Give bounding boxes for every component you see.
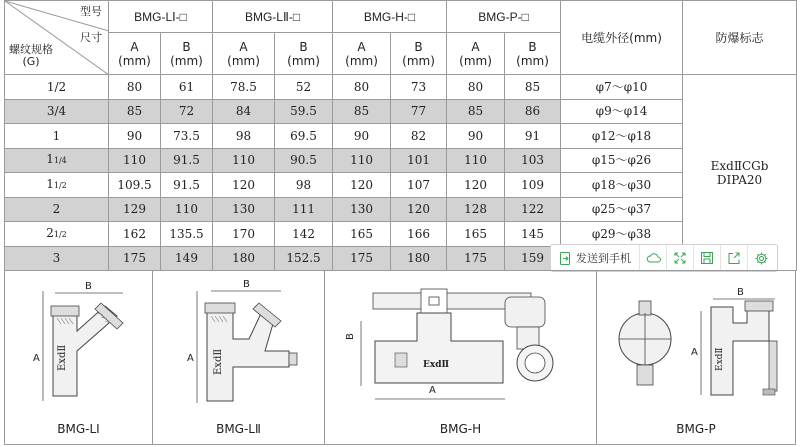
table-row: [5, 222, 797, 247]
dimension-cell: 85: [109, 99, 161, 124]
table-row: [5, 99, 797, 124]
dimension-cell: 180: [213, 246, 275, 271]
settings-button[interactable]: [748, 245, 775, 271]
cloud-button[interactable]: [640, 245, 667, 271]
dim-a-header: [213, 33, 275, 75]
thread-size-fraction: 1/2: [53, 180, 67, 190]
dimension-cell: 142: [275, 222, 333, 247]
dimension-cell: 73.5: [161, 124, 213, 149]
dim-b-header: [161, 33, 213, 75]
dimension-cell: 90: [447, 124, 505, 149]
dimension-cell: 103: [505, 148, 561, 173]
corner-size-label: 尺寸: [80, 31, 102, 44]
bmg-l1-dim-a: A: [33, 353, 40, 364]
dimension-drawings-panel: [4, 270, 796, 445]
dimension-cell: 175: [109, 246, 161, 271]
dimension-cell: 109: [505, 173, 561, 198]
bmg-h-dim-b: B: [344, 333, 356, 340]
dimension-cell: 128: [447, 197, 505, 222]
model-header-bmg-p: BMG-P-□: [447, 1, 561, 33]
dimension-cell: 111: [275, 197, 333, 222]
thread-size-main: 1: [52, 128, 61, 143]
dimension-cell: 91: [505, 124, 561, 149]
floating-toolbar: [550, 244, 778, 272]
dim-unit: (mm): [345, 53, 378, 68]
dimension-cell: 130: [333, 197, 391, 222]
cable-od-cell: φ25～φ37: [561, 197, 683, 222]
dimension-cell: 110: [213, 148, 275, 173]
dimension-cell: 120: [333, 173, 391, 198]
bmg-h-caption: BMG-H: [439, 422, 482, 436]
dim-unit: (mm): [459, 53, 492, 68]
cable-od-header: 电缆外径(mm): [561, 1, 683, 75]
dim-letter: B: [528, 39, 537, 54]
dimension-cell: 90: [109, 124, 161, 149]
dimension-cell: 166: [391, 222, 447, 247]
send-to-phone-label: 发送到手机: [576, 252, 631, 265]
cable-od-cell: φ9～φ14: [561, 99, 683, 124]
thread-size-main: 1: [46, 176, 54, 191]
dim-unit: (mm): [170, 53, 203, 68]
dimension-cell: 80: [333, 75, 391, 100]
dimension-cell: 90.5: [275, 148, 333, 173]
dimension-cell: 98: [275, 173, 333, 198]
dim-letter: A: [357, 39, 366, 54]
dimension-cell: 78.5: [213, 75, 275, 100]
save-button[interactable]: [694, 245, 721, 271]
bmg-p-drawing: [597, 271, 795, 421]
dimension-cell: 72: [161, 99, 213, 124]
dim-a-header: [447, 33, 505, 75]
dimension-cell: 69.5: [275, 124, 333, 149]
dimension-cell: 82: [391, 124, 447, 149]
thread-size-cell: [5, 75, 109, 100]
table-row: [5, 173, 797, 198]
gear-icon: [755, 252, 768, 265]
send-to-phone-icon: [559, 252, 572, 265]
dimension-cell: 165: [447, 222, 505, 247]
thread-size-main: 2: [46, 225, 54, 240]
table-row: [5, 197, 797, 222]
dimension-cell: 52: [275, 75, 333, 100]
thread-size-cell: [5, 222, 109, 247]
dimension-cell: 170: [213, 222, 275, 247]
thread-size-main: 3/4: [46, 104, 67, 119]
share-button[interactable]: [721, 245, 748, 271]
bmg-h-drawing: [325, 271, 597, 421]
dimension-cell: 91.5: [161, 173, 213, 198]
bmg-p-dim-b: B: [737, 287, 744, 298]
dim-unit: (mm): [516, 53, 549, 68]
bmg-l1-dim-b: B: [85, 281, 92, 292]
dimension-cell: 77: [391, 99, 447, 124]
dim-letter: B: [299, 39, 308, 54]
dimension-cell: 85: [447, 99, 505, 124]
cable-od-cell: φ7～φ10: [561, 75, 683, 100]
dimension-cell: 91.5: [161, 148, 213, 173]
dim-b-header: [391, 33, 447, 75]
dim-unit: (mm): [118, 53, 151, 68]
dim-letter: A: [471, 39, 480, 54]
dimension-cell: 85: [505, 75, 561, 100]
bmg-h-dim-a: A: [429, 385, 436, 396]
drawing-bmg-l2: [153, 271, 325, 444]
dimension-cell: 130: [213, 197, 275, 222]
thread-size-main: 1: [46, 152, 54, 167]
cable-od-cell: φ29～φ38: [561, 222, 683, 247]
dimension-cell: 152.5: [275, 246, 333, 271]
drawing-bmg-p: [597, 271, 795, 444]
dim-letter: A: [130, 39, 139, 54]
dimension-cell: 84: [213, 99, 275, 124]
bmg-l2-body-mark: ExdⅡ: [213, 348, 224, 375]
dimension-cell: 162: [109, 222, 161, 247]
spec-table: [4, 0, 797, 271]
model-header-bmg-l1: BMG-LⅠ-□: [109, 1, 213, 33]
dimension-cell: 101: [391, 148, 447, 173]
thread-size-main: 1/2: [46, 79, 67, 94]
dim-b-header: [505, 33, 561, 75]
dimension-cell: 98: [213, 124, 275, 149]
drawing-bmg-l1: [5, 271, 153, 444]
ex-marking-line2: DIPA20: [716, 172, 763, 187]
table-row: [5, 75, 797, 100]
dim-unit: (mm): [227, 53, 260, 68]
share-icon: [728, 252, 740, 264]
corner-model-label: 型号: [80, 5, 102, 18]
expand-button[interactable]: [667, 245, 694, 271]
dimension-cell: 145: [505, 222, 561, 247]
dimension-cell: 80: [447, 75, 505, 100]
bmg-p-body-mark: ExdⅡ: [715, 347, 725, 371]
dim-a-header: [109, 33, 161, 75]
bmg-l1-drawing: [5, 271, 153, 421]
corner-header-cell: [5, 1, 109, 75]
dimension-cell: 149: [161, 246, 213, 271]
bmg-h-body-mark: ExdⅡ: [423, 360, 450, 370]
thread-size-cell: [5, 197, 109, 222]
dim-unit: (mm): [287, 53, 320, 68]
dimension-cell: 175: [447, 246, 505, 271]
cable-od-cell: φ15～φ26: [561, 148, 683, 173]
ex-mark-header: 防爆标志: [683, 1, 797, 75]
dimension-cell: 110: [447, 148, 505, 173]
dimension-cell: 90: [333, 124, 391, 149]
dimension-cell: 107: [391, 173, 447, 198]
dimension-cell: 120: [391, 197, 447, 222]
ex-marking-line1: ExdⅡCGb: [710, 158, 769, 173]
dimension-cell: 110: [161, 197, 213, 222]
dimension-cell: 109.5: [109, 173, 161, 198]
drawing-bmg-h: [325, 271, 597, 444]
dimension-cell: 110: [109, 148, 161, 173]
dim-letter: B: [182, 39, 191, 54]
thread-size-fraction: 1/2: [53, 229, 67, 239]
dim-letter: A: [239, 39, 248, 54]
bmg-p-dim-a: A: [691, 347, 698, 358]
save-icon: [701, 252, 713, 264]
model-header-bmg-l2: BMG-LⅡ-□: [213, 1, 333, 33]
bmg-l1-caption: BMG-LⅠ: [57, 422, 100, 436]
dim-a-header: [333, 33, 391, 75]
dimension-cell: 120: [213, 173, 275, 198]
cable-od-cell: φ12～φ18: [561, 124, 683, 149]
dim-b-header: [275, 33, 333, 75]
dimension-cell: 110: [333, 148, 391, 173]
bmg-l2-dim-b: B: [243, 279, 250, 290]
expand-icon: [674, 252, 686, 264]
thread-size-fraction: 1/4: [53, 156, 67, 166]
thread-size-cell: [5, 173, 109, 198]
bmg-l2-drawing: [153, 271, 325, 421]
dim-letter: B: [414, 39, 423, 54]
dimension-cell: 129: [109, 197, 161, 222]
dimension-cell: 122: [505, 197, 561, 222]
dimension-cell: 86: [505, 99, 561, 124]
thread-size-main: 3: [52, 251, 61, 266]
dimension-cell: 135.5: [161, 222, 213, 247]
dim-unit: (mm): [402, 53, 435, 68]
bmg-l2-dim-a: A: [187, 353, 194, 364]
corner-thread-label: 螺纹规格 (G): [9, 43, 53, 68]
cable-od-cell: φ18～φ30: [561, 173, 683, 198]
thread-size-cell: [5, 246, 109, 271]
ex-marking-cell: [683, 75, 797, 271]
dimension-cell: 61: [161, 75, 213, 100]
dimension-cell: 159: [505, 246, 561, 271]
thread-size-cell: [5, 99, 109, 124]
thread-size-cell: [5, 124, 109, 149]
dimension-cell: 120: [447, 173, 505, 198]
dimension-cell: 180: [391, 246, 447, 271]
dimension-cell: 85: [333, 99, 391, 124]
dimension-cell: 59.5: [275, 99, 333, 124]
cloud-icon: [646, 252, 661, 264]
bmg-l2-caption: BMG-LⅡ: [216, 422, 261, 436]
table-row: [5, 124, 797, 149]
table-row: [5, 148, 797, 173]
bmg-p-caption: BMG-P: [676, 422, 716, 436]
bmg-l1-body-mark: ExdⅡ: [57, 344, 68, 371]
dimension-cell: 80: [109, 75, 161, 100]
dimension-cell: 165: [333, 222, 391, 247]
dimension-cell: 175: [333, 246, 391, 271]
thread-size-main: 2: [52, 202, 61, 217]
model-header-bmg-h: BMG-H-□: [333, 1, 447, 33]
send-to-phone-button[interactable]: [551, 245, 640, 271]
thread-size-cell: [5, 148, 109, 173]
dimension-cell: 73: [391, 75, 447, 100]
